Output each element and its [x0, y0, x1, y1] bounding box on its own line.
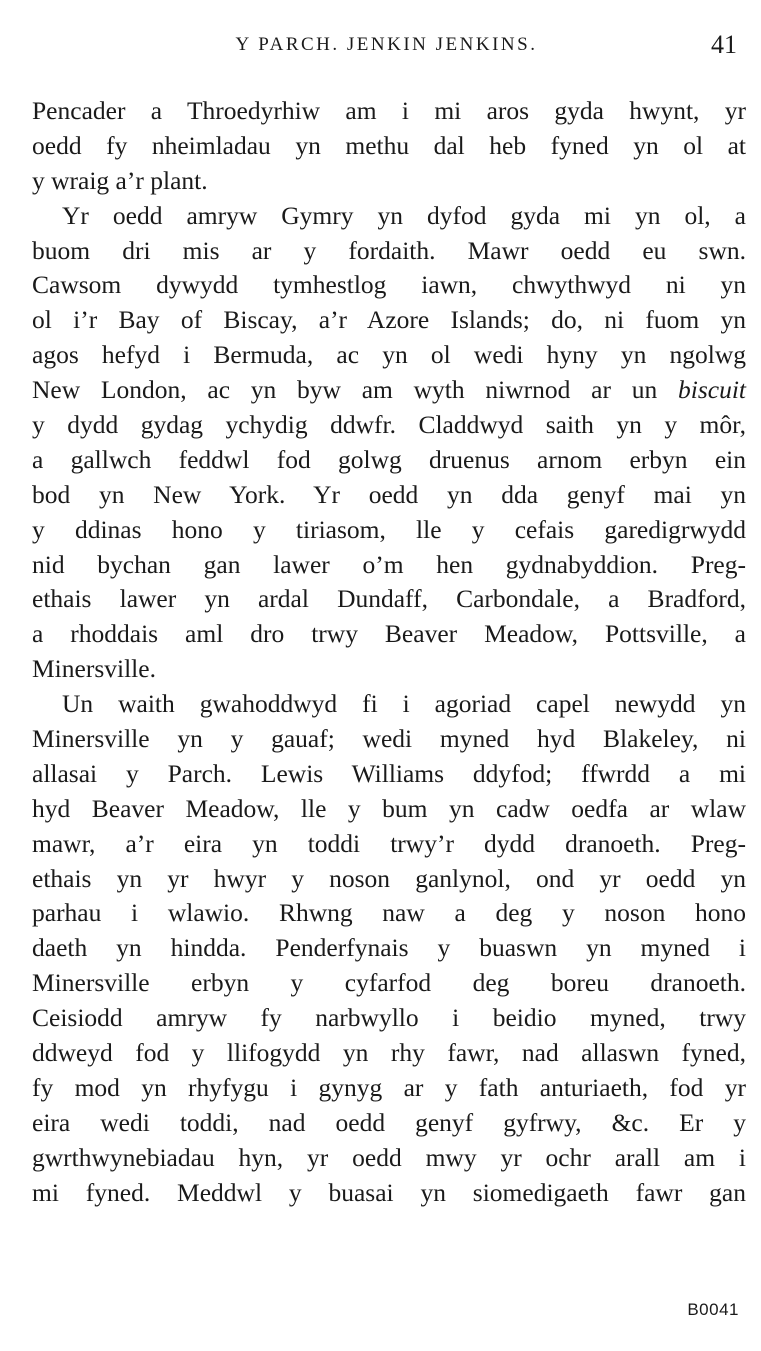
- running-head: [32, 30, 741, 60]
- text-line: Ceisiodd amryw fy narbwyllo i beidio myned, trwy: [32, 1003, 746, 1033]
- text-line: y dydd gydag ychydig ddwfr. Claddwyd saith yn y môr,: [32, 410, 746, 440]
- running-title: Y PARCH. JENKIN JENKINS.: [235, 34, 538, 55]
- italic-word: biscuit: [678, 375, 746, 405]
- text-line: hyd Beaver Meadow, lle y bum yn cadw oedfa ar wlaw: [32, 793, 746, 823]
- text-line: allasai y Parch. Lewis Williams ddyfod; ffwrdd a mi: [32, 758, 746, 788]
- text-line: buom dri mis ar y fordaith. Mawr oedd eu swn.: [32, 235, 746, 265]
- text-line: y wraig a’r plant.: [32, 165, 208, 195]
- text-line: a gallwch feddwl fod golwg druenus arnom erbyn ein: [32, 444, 746, 474]
- text-line: gwrthwynebiadau hyn, yr oedd mwy yr ochr arall am i: [32, 1142, 746, 1172]
- paragraph: [32, 94, 746, 199]
- text-line: ethais yn yr hwyr y noson ganlynol, ond yr oedd yn: [32, 863, 746, 893]
- text-line: daeth yn hindda. Penderfynais y buaswn yn myned i: [32, 933, 746, 963]
- text-line: Yr oedd amryw Gymry yn dyfod gyda mi yn ol, a: [62, 200, 746, 230]
- text-line: a rhoddais aml dro trwy Beaver Meadow, Pottsville, a: [32, 619, 746, 649]
- text-line: mi fyned. Meddwl y buasai yn siomedigaeth fawr gan: [32, 1177, 746, 1207]
- text-line: nid bychan gan lawer o’m hen gydnabyddion. Preg-: [32, 549, 746, 579]
- body-text: [32, 94, 746, 1211]
- paragraph: [32, 687, 746, 1210]
- text-line: mawr, a’r eira yn toddi trwy’r dydd dranoeth. Preg-: [32, 828, 746, 858]
- text-line: y ddinas hono y tiriasom, lle y cefais garedigrwydd: [32, 514, 746, 544]
- text-line-with-italic: [32, 373, 746, 408]
- text-line: Pencader a Throedyrhiw am i mi aros gyda hwynt, yr: [32, 96, 746, 125]
- text-line: Un waith gwahoddwyd fi i agoriad capel newydd yn: [62, 689, 746, 719]
- page-number: 41: [711, 30, 737, 59]
- text-line: Minersville yn y gauaf; wedi myned hyd Blakeley, ni: [32, 724, 746, 754]
- text-line: ol i’r Bay of Biscay, a’r Azore Islands; do, ni fuom yn: [32, 305, 746, 335]
- page-code: B0041: [687, 1300, 739, 1319]
- text-line: Minersville.: [32, 654, 156, 684]
- text-line: ethais lawer yn ardal Dundaff, Carbondale, a Bradford,: [32, 584, 746, 614]
- text-line: parhau i wlawio. Rhwng naw a deg y noson hono: [32, 898, 746, 928]
- text-line: bod yn New York. Yr oedd yn dda genyf mai yn: [32, 479, 746, 509]
- text-line: eira wedi toddi, nad oedd genyf gyfrwy, &c. Er y: [32, 1107, 746, 1137]
- text-line: Minersville erbyn y cyfarfod deg boreu dranoeth.: [32, 968, 746, 998]
- paragraph: [32, 199, 746, 687]
- text-line: fy mod yn rhyfygu i gynyg ar y fath anturiaeth, fod yr: [32, 1072, 746, 1102]
- text-line: Cawsom dywydd tymhestlog iawn, chwythwyd ni yn: [32, 270, 746, 300]
- text-line: agos hefyd i Bermuda, ac yn ol wedi hyny yn ngolwg: [32, 340, 746, 370]
- text-line: ddweyd fod y llifogydd yn rhy fawr, nad allaswn fyned,: [32, 1038, 746, 1068]
- text-line-start: New London, ac yn byw am wyth niwrnod ar un: [32, 375, 658, 405]
- text-line: oedd fy nheimladau yn methu dal heb fyned yn ol at: [32, 130, 746, 160]
